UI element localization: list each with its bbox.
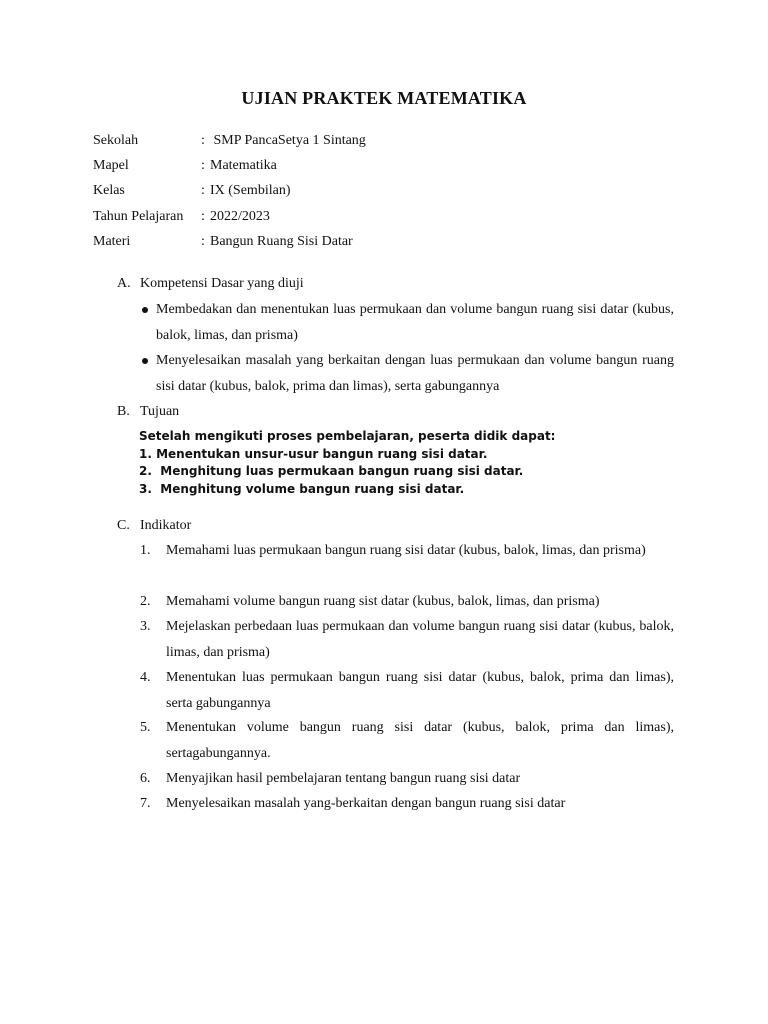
item-text: Memahami luas permukaan bangun ruang sisi datar (kubus, balok, limas, dan prisma) xyxy=(166,543,646,558)
section-title: Kompetensi Dasar yang diuji xyxy=(140,276,304,291)
meta-value: 2022/2023 xyxy=(210,209,270,224)
section-letter: C. xyxy=(117,518,130,533)
bullet-text: Membedakan dan menentukan luas permukaan dan volume bangun ruang sisi datar (kubus, balok, limas, dan prisma) xyxy=(156,302,674,343)
section-title: Indikator xyxy=(140,518,192,533)
item-number: 3. xyxy=(140,619,151,634)
meta-separator: : xyxy=(201,209,205,224)
meta-value: Matematika xyxy=(210,158,277,173)
item-number: 4. xyxy=(140,670,151,685)
list-item xyxy=(140,715,674,766)
list-item xyxy=(140,589,674,615)
item-text: Menentukan volume bangun ruang sisi datar (kubus, balok, prima dan limas), sertagabungannya. xyxy=(166,720,674,761)
list-item xyxy=(140,538,674,564)
list-item xyxy=(140,297,674,348)
list-item xyxy=(140,614,674,665)
meta-separator: : xyxy=(201,234,205,249)
meta-label: Kelas xyxy=(93,183,125,198)
bullet-icon xyxy=(142,307,148,313)
section-letter: A. xyxy=(117,276,131,291)
page-title: UJIAN PRAKTEK MATEMATIKA xyxy=(241,88,527,108)
tujuan-block xyxy=(139,428,555,498)
meta-value: SMP PancaSetya 1 Sintang xyxy=(210,133,366,148)
item-number: 7. xyxy=(140,796,151,811)
meta-separator: : xyxy=(201,133,205,148)
item-text: Menyelesaikan masalah yang-berkaitan dengan bangun ruang sisi datar xyxy=(166,796,566,811)
meta-label: Materi xyxy=(93,234,131,249)
item-text: Mejelaskan perbedaan luas permukaan dan volume bangun ruang sisi datar (kubus, balok, limas, dan prisma) xyxy=(166,619,674,660)
item-text: Menentukan luas permukaan bangun ruang sisi datar (kubus, balok, prima dan limas), serta gabungannya xyxy=(166,670,674,711)
item-number: 2. xyxy=(140,594,151,609)
list-item xyxy=(140,766,674,792)
meta-label: Sekolah xyxy=(93,133,139,148)
item-number: 1. xyxy=(140,543,151,558)
meta-value: Bangun Ruang Sisi Datar xyxy=(210,234,353,249)
meta-separator: : xyxy=(201,183,205,198)
item-text: Memahami volume bangun ruang sist datar (kubus, balok, limas, dan prisma) xyxy=(166,594,600,609)
list-item xyxy=(140,665,674,716)
bullet-text: Menyelesaikan masalah yang berkaitan dengan luas permukaan dan volume bangun ruang sisi datar (kubus, balok, prima dan limas), serta gabungannya xyxy=(156,353,674,394)
tujuan-item: 1. Menentukan unsur-usur bangun ruang sisi datar. xyxy=(139,446,488,461)
list-item xyxy=(140,348,674,399)
item-number: 5. xyxy=(140,720,151,735)
bullet-icon xyxy=(142,358,148,364)
meta-label: Mapel xyxy=(93,158,129,173)
tujuan-item: 3. Menghitung volume bangun ruang sisi datar. xyxy=(139,481,465,496)
meta-separator: : xyxy=(201,158,205,173)
tujuan-intro: Setelah mengikuti proses pembelajaran, peserta didik dapat: xyxy=(139,429,556,443)
section-letter: B. xyxy=(117,404,130,419)
tujuan-item: 2. Menghitung luas permukaan bangun ruang sisi datar. xyxy=(139,464,524,478)
list-item xyxy=(140,791,674,817)
item-number: 6. xyxy=(140,771,151,786)
item-text: Menyajikan hasil pembelajaran tentang bangun ruang sisi datar xyxy=(166,771,521,786)
meta-value: IX (Sembilan) xyxy=(210,183,291,198)
section-title: Tujuan xyxy=(140,404,180,419)
meta-label: Tahun Pelajaran xyxy=(93,209,184,224)
